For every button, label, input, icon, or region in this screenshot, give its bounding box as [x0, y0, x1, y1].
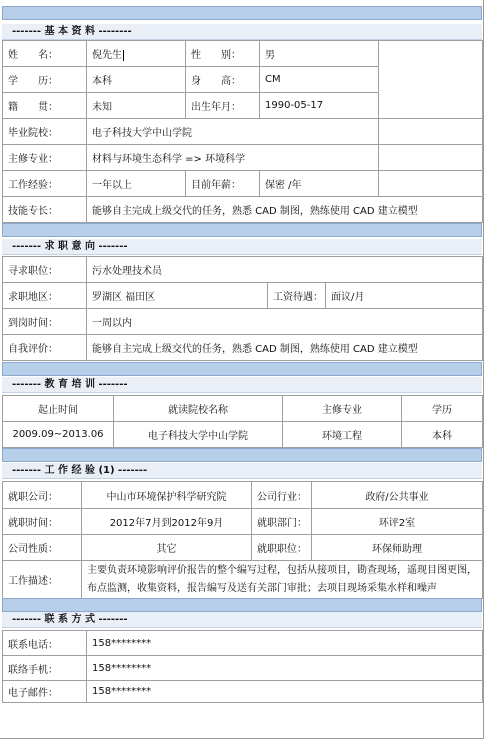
empty-cell	[379, 119, 483, 145]
name-value: 倪先生	[87, 41, 186, 67]
evaluation-label: 自我评价：	[3, 335, 87, 361]
nature-label: 公司性质：	[3, 535, 82, 561]
edu-major: 环境工程	[283, 422, 402, 448]
position-value: 污水处理技术员	[87, 257, 483, 283]
section-header-intent: ------- 求 职 意 向 -------	[2, 239, 482, 255]
arrive-label: 到岗时间：	[3, 309, 87, 335]
basic-info-table	[2, 40, 483, 223]
evaluation-value: 能够自主完成上级交代的任务，熟悉 CAD 制图，熟练使用 CAD 建立模型	[87, 335, 483, 361]
section-bar	[2, 6, 482, 20]
pay-label: 工资待遇：	[268, 283, 326, 309]
section-header-education: ------- 教 育 培 训 -------	[2, 377, 482, 393]
salary-value: 保密 /年	[260, 171, 379, 197]
major-label: 主修专业：	[3, 145, 87, 171]
arrive-value: 一周以内	[87, 309, 483, 335]
worktime-value: 2012年7月到2012年9月	[82, 509, 252, 535]
height-value: CM	[260, 67, 379, 93]
empty-cell	[379, 171, 483, 197]
email-label: 电子邮件：	[3, 681, 87, 703]
section-bar	[2, 598, 482, 612]
experience-value: 一年以上	[87, 171, 186, 197]
school-value: 电子科技大学中山学院	[87, 119, 379, 145]
mobile-label: 联络手机：	[3, 656, 87, 681]
department-value: 环评2室	[312, 509, 483, 535]
school-label: 毕业院校：	[3, 119, 87, 145]
section-bar	[2, 223, 482, 237]
description-value: 主要负责环境影响评价报告的整个编写过程，包括从接项目，勘查现场，遥现目图更图，布点监测，收集资料，报告编写及送有关部门审批；去项目现场采集水样和噪声	[82, 561, 483, 599]
skill-label: 技能专长：	[3, 197, 87, 223]
job-label: 就职职位：	[252, 535, 312, 561]
education-table	[2, 395, 483, 448]
photo-cell	[379, 41, 483, 119]
worktime-label: 就职时间：	[3, 509, 82, 535]
edu-header-degree: 学历	[402, 396, 483, 422]
email-value: 158********	[87, 681, 483, 703]
education-value: 本科	[87, 67, 186, 93]
gender-value: 男	[260, 41, 379, 67]
edu-degree: 本科	[402, 422, 483, 448]
section-bar	[2, 448, 482, 462]
section-header-contact: ------- 联 系 方 式 -------	[2, 612, 482, 628]
industry-value: 政府/公共事业	[312, 482, 483, 509]
contact-table	[2, 630, 483, 703]
section-bar	[2, 362, 482, 376]
edu-header-school: 就读院校名称	[114, 396, 283, 422]
department-label: 就职部门：	[252, 509, 312, 535]
text-cursor	[123, 50, 124, 61]
major-value: 材料与环境生态科学 => 环境科学	[87, 145, 379, 171]
region-value: 罗湖区 福田区	[87, 283, 268, 309]
edu-header-major: 主修专业	[283, 396, 402, 422]
edu-header-period: 起止时间	[3, 396, 114, 422]
experience-label: 工作经验：	[3, 171, 87, 197]
industry-label: 公司行业：	[252, 482, 312, 509]
edu-school: 电子科技大学中山学院	[114, 422, 283, 448]
hometown-label: 籍 贯：	[3, 93, 87, 119]
company-value: 中山市环境保护科学研究院	[82, 482, 252, 509]
description-label: 工作描述：	[3, 561, 82, 599]
gender-label: 性 别：	[186, 41, 260, 67]
company-label: 就职公司：	[3, 482, 82, 509]
phone-value: 158********	[87, 631, 483, 656]
mobile-value: 158********	[87, 656, 483, 681]
work-table	[2, 481, 483, 599]
name-label: 姓 名：	[3, 41, 87, 67]
hometown-value: 未知	[87, 93, 186, 119]
phone-label: 联系电话：	[3, 631, 87, 656]
birth-label: 出生年月：	[186, 93, 260, 119]
education-label: 学 历：	[3, 67, 87, 93]
pay-value: 面议/月	[326, 283, 483, 309]
intent-table	[2, 256, 483, 361]
edu-period: 2009.09~2013.06	[3, 422, 114, 448]
section-header-work: ------- 工 作 经 验 (1) -------	[2, 463, 482, 479]
height-label: 身 高：	[186, 67, 260, 93]
nature-value: 其它	[82, 535, 252, 561]
skill-value: 能够自主完成上级交代的任务，熟悉 CAD 制图，熟练使用 CAD 建立模型	[87, 197, 483, 223]
section-header-basic: ------- 基 本 资 料 --------	[2, 24, 482, 40]
empty-cell	[379, 145, 483, 171]
position-label: 寻求职位：	[3, 257, 87, 283]
birth-value: 1990-05-17	[260, 93, 379, 119]
job-value: 环保师助理	[312, 535, 483, 561]
salary-label: 目前年薪：	[186, 171, 260, 197]
region-label: 求职地区：	[3, 283, 87, 309]
